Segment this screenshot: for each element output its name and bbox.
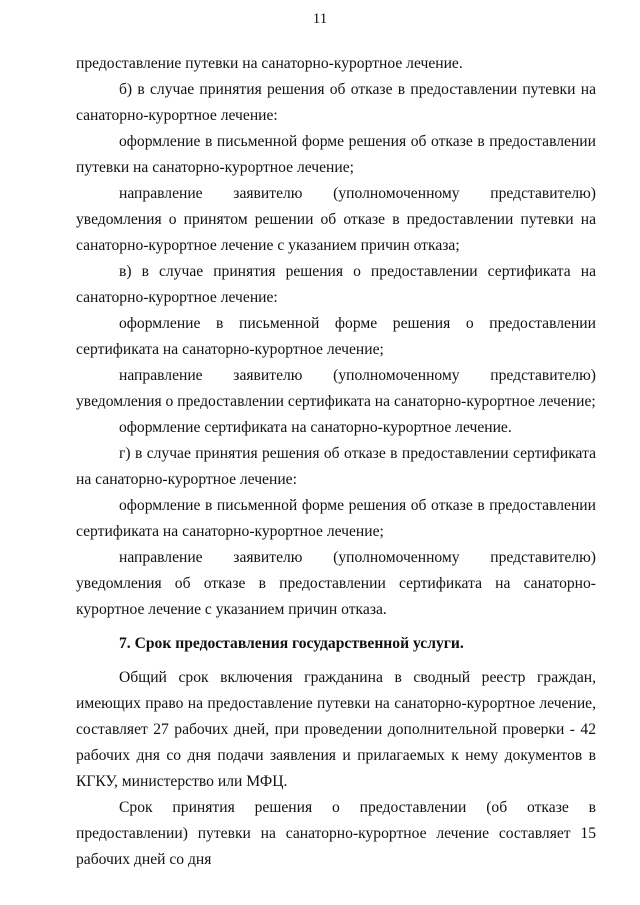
paragraph: Общий срок включения гражданина в сводный реестр граждан, имеющих право на предоставление путевки на санаторно-курортное лечение, составляет 27 рабочих дней, при проведении дополнительной проверки - 42 рабочих дня со дня подачи заявления и прилагаемых к нему документов в КГКУ, министерство или МФЦ.: [76, 669, 596, 790]
paragraph: б) в случае принятия решения об отказе в предоставлении путевки на санаторно-курортное лечение:: [76, 81, 596, 124]
paragraph: направление заявителю (уполномоченному представителю) уведомления об отказе в предоставлении сертификата на санаторно-курортное лечение с указанием причин отказа.: [76, 549, 596, 618]
paragraph: направление заявителю (уполномоченному представителю) уведомления о принятом решении об отказе в предоставлении путевки на санаторно-курортное лечение с указанием причин отказа;: [76, 185, 596, 254]
paragraph: Срок принятия решения о предоставлении (об отказе в предоставлении) путевки на санаторно-курортное лечение составляет 15 рабочих дней со дня: [76, 799, 596, 868]
paragraph: оформление в письменной форме решения об отказе в предоставлении сертификата на санаторно-курортное лечение;: [76, 497, 596, 540]
paragraph: г) в случае принятия решения об отказе в предоставлении сертификата на санаторно-курортное лечение:: [76, 445, 596, 488]
paragraph: оформление сертификата на санаторно-курортное лечение.: [119, 419, 512, 436]
page-number: 11: [312, 11, 328, 27]
paragraph: оформление в письменной форме решения о предоставлении сертификата на санаторно-курортное лечение;: [76, 315, 596, 358]
paragraph: направление заявителю (уполномоченному представителю) уведомления о предоставлении сертификата на санаторно-курортное лечение;: [76, 367, 596, 410]
paragraph: предоставление путевки на санаторно-курортное лечение.: [76, 55, 463, 72]
section-heading: 7. Срок предоставления государственной услуги.: [119, 635, 464, 652]
page-content: [76, 51, 596, 873]
paragraph: оформление в письменной форме решения об отказе в предоставлении путевки на санаторно-курортное лечение;: [76, 133, 596, 176]
paragraph: в) в случае принятия решения о предоставлении сертификата на санаторно-курортное лечение:: [76, 263, 596, 306]
